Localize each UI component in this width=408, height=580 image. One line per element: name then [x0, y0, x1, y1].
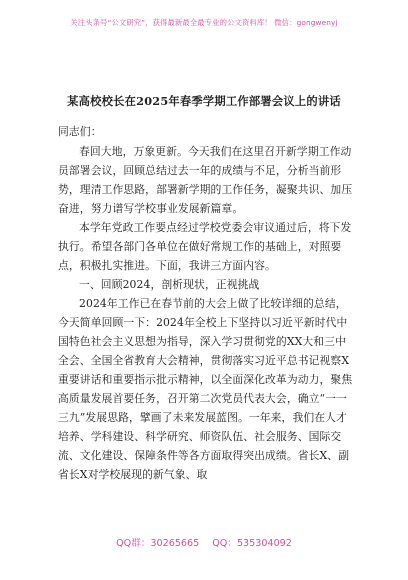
top-banner: 关注头条号“公文研究”，获得最新最全最专业的公文资料库！ 微信：gongwenyj [70, 18, 338, 27]
qq-number: 535304092 [236, 538, 292, 549]
qq-label: QQ： [212, 538, 237, 549]
paragraph-1: 春回大地，万象更新。今天我们在这里召开新学期工作动员部署会议，回顾总结过去一年的成绩与不足，分析当前形势，理清工作思路，部署新学期的工作任务，凝聚共识、加压奋进，努力谱写学校事业发展新篇章。 [58, 145, 353, 215]
qq-group-number: 30265665 [150, 538, 200, 549]
qq-group-label: QQ群： [116, 538, 151, 549]
document-title: 某高校校长在2025年春季学期工作部署会议上的讲话 [67, 94, 341, 108]
salutation: 同志们： [58, 125, 102, 138]
document-body [58, 120, 354, 484]
footer-contact [0, 535, 408, 549]
paragraph-3: 2024年工作已在春节前的大会上做了比较详细的总结，今天简单回顾一下：2024年全校上下坚持以习近平新时代中国特色社会主义思想为指导，深入学习贯彻党的XX大和三中全会、全国全省教育大会精神，贯彻落实习近平总书记视察X重要讲话和重要指示批示精神，以全面深化改革为动力，聚焦高质量发展首要任务，召开第二次党员代表大会，确立“一一三九”发展思路，擘画了未来发展蓝图。一年来，我们在人才培养、学科建设、科学研究、师资队伍、社会服务、国际交流、文化建设、保障条件等各方面取得突出成绩。省长X、副省长X对学校展现的新气象、取 [58, 297, 353, 481]
paragraph-2: 本学年党政工作要点经过学校党委会审议通过后，将下发执行。希望各部门各单位在做好常规工作的基础上，对照要点，积极扎实推进。下面，我讲三方面内容。 [58, 221, 352, 272]
section-heading-1: 一、回顾2024，剖析现状，正视挑战 [79, 278, 260, 291]
